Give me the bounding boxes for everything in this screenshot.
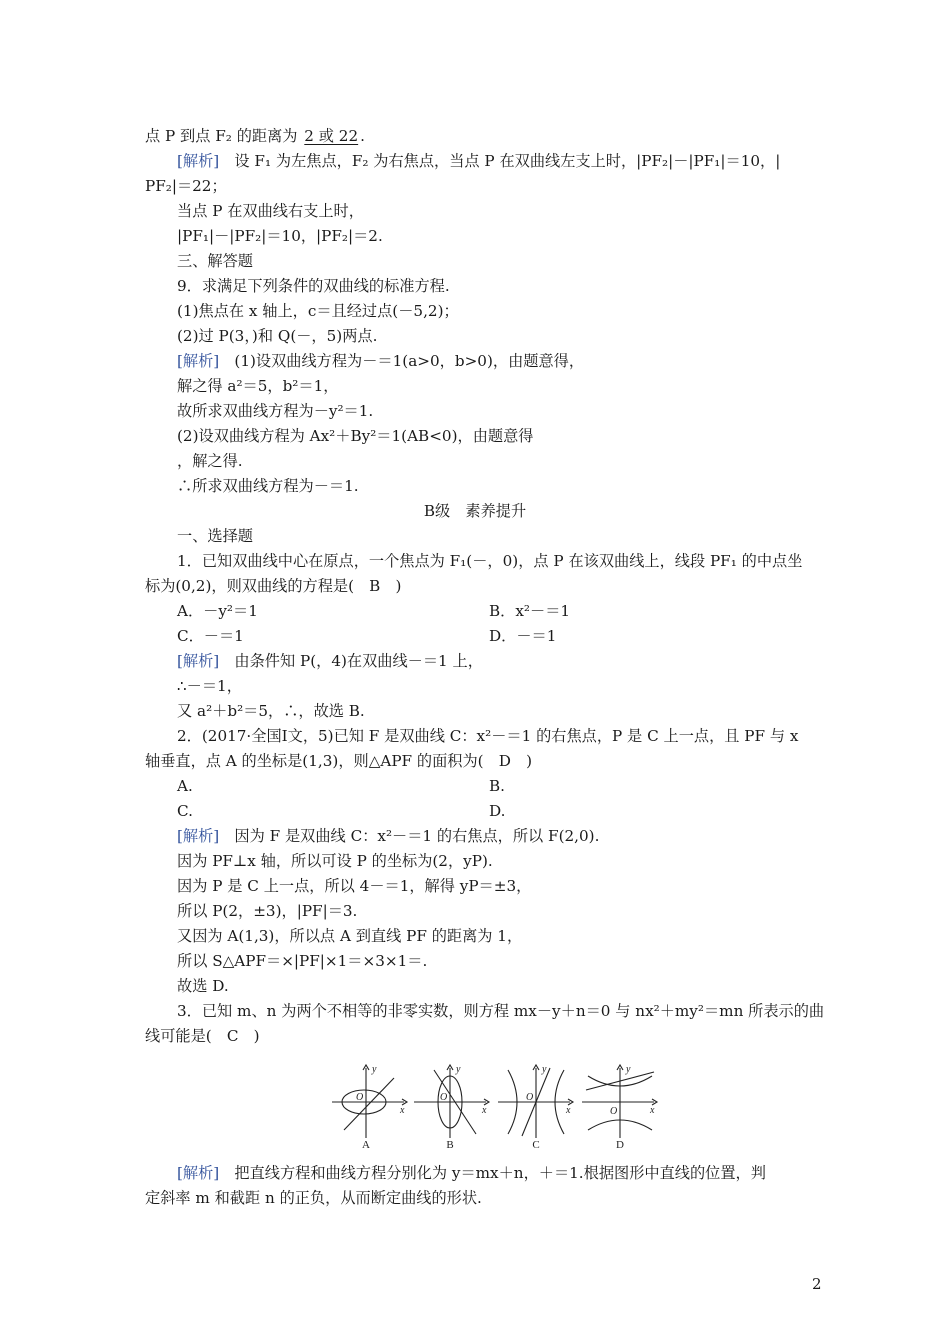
x-axis-label: x <box>650 1105 655 1116</box>
origin-label: O <box>610 1106 618 1117</box>
panel-label: C <box>532 1139 540 1151</box>
panel-d <box>582 1064 657 1151</box>
analysis-tag: [解析] <box>177 652 220 670</box>
question-text: 2．(2017·全国Ⅰ文，5)已知 F 是双曲线 C：x²－＝1 的右焦点，P 是 C 上一点，且 PF 与 x <box>177 727 799 745</box>
origin-label: O <box>440 1092 448 1103</box>
question-text: 标为(0,2)，则双曲线的方程是( B ) <box>145 577 402 595</box>
text-line: (2)设双曲线方程为 Ax²＋By²＝1(AB<0)，由题意得 <box>177 427 534 445</box>
option-d: D．－＝1 <box>489 627 557 645</box>
option-a: A．－y²＝1 <box>177 602 258 620</box>
option-a: A. <box>177 777 193 795</box>
text-line: [解析] (1)设双曲线方程为－＝1(a>0，b>0)，由题意得， <box>177 352 585 370</box>
question-text: 线可能是( C ) <box>145 1027 260 1045</box>
text-line: ∴所求双曲线方程为－＝1. <box>177 477 359 495</box>
panel-a <box>332 1064 407 1151</box>
text-line: 又 a²＋b²＝5，∴，故选 B. <box>177 702 365 720</box>
text-line: ，解之得. <box>177 452 243 470</box>
option-c: C．－＝1 <box>177 627 244 645</box>
text-line: [解析] 设 F₁ 为左焦点，F₂ 为右焦点，当点 P 在双曲线左支上时，|PF₂|－|PF₁|＝10，| <box>177 152 781 170</box>
text-line: (1)焦点在 x 轴上，c＝且经过点(－5,2)； <box>177 302 459 320</box>
analysis-tag: [解析] <box>177 827 220 845</box>
panel-label: B <box>446 1139 454 1151</box>
panel-label: D <box>616 1139 624 1151</box>
y-axis-label: y <box>456 1064 461 1075</box>
question-text: 9．求满足下列条件的双曲线的标准方程. <box>177 277 450 295</box>
text-line: 当点 P 在双曲线右支上时， <box>177 202 364 220</box>
text-line: ∴－＝1， <box>177 677 242 695</box>
text-line: 又因为 A(1,3)，所以点 A 到直线 PF 的距离为 1， <box>177 927 523 945</box>
panel-label: A <box>362 1139 370 1151</box>
panel-c <box>498 1064 573 1151</box>
section-heading: 一、选择题 <box>177 527 253 545</box>
text-line: 定斜率 m 和截距 n 的正负，从而断定曲线的形状. <box>145 1189 482 1207</box>
text-line: PF₂|＝22； <box>145 177 227 195</box>
question-text: 3．已知 m、n 为两个不相等的非零实数，则方程 mx－y＋n＝0 与 nx²＋my²＝mn 所表示的曲 <box>177 1002 825 1020</box>
curve-options-figure <box>330 1062 662 1152</box>
page-number: 2 <box>812 1275 822 1293</box>
analysis-tag: [解析] <box>177 352 220 370</box>
text-line: 因为 P 是 C 上一点，所以 4－＝1，解得 yP＝±3， <box>177 877 532 895</box>
text-line: 因为 PF⊥x 轴，所以可设 P 的坐标为(2，yP). <box>177 852 493 870</box>
text-line: 解之得 a²＝5，b²＝1， <box>177 377 339 395</box>
answer-blank: 2 或 22 <box>304 127 359 145</box>
y-axis-label: y <box>542 1064 547 1075</box>
origin-label: O <box>526 1092 534 1103</box>
x-axis-label: x <box>482 1105 487 1116</box>
analysis-tag: [解析] <box>177 152 220 170</box>
text-line: |PF₁|－|PF₂|＝10，|PF₂|＝2. <box>177 227 383 245</box>
text-line: [解析] 因为 F 是双曲线 C：x²－＝1 的右焦点，所以 F(2,0). <box>177 827 600 845</box>
text-line: 所以 P(2，±3)，|PF|＝3. <box>177 902 358 920</box>
question-text: 轴垂直，点 A 的坐标是(1,3)，则△APF 的面积为( D ) <box>145 752 533 770</box>
text-line: 故所求双曲线方程为－y²＝1. <box>177 402 374 420</box>
option-b: B．x²－＝1 <box>489 602 571 620</box>
origin-label: O <box>356 1092 364 1103</box>
option-c: C. <box>177 802 193 820</box>
option-d: D. <box>489 802 506 820</box>
text-line: 所以 S△APF＝×|PF|×1＝×3×1＝. <box>177 952 428 970</box>
analysis-tag: [解析] <box>177 1164 220 1182</box>
panel-b <box>414 1064 489 1151</box>
option-b: B. <box>489 777 505 795</box>
y-axis-label: y <box>626 1064 631 1075</box>
text-line: 点 P 到点 F₂ 的距离为 2 或 22 . <box>145 127 365 145</box>
text-line: [解析] 由条件知 P(，4)在双曲线－＝1 上， <box>177 652 483 670</box>
section-title: B级 素养提升 <box>423 502 527 520</box>
text-line: [解析] 把直线方程和曲线方程分别化为 y＝mx＋n，＋＝1.根据图形中直线的位置，判 <box>177 1164 766 1182</box>
y-axis-label: y <box>372 1064 377 1075</box>
text-line: 故选 D. <box>177 977 229 995</box>
x-axis-label: x <box>400 1105 405 1116</box>
question-text: 1．已知双曲线中心在原点，一个焦点为 F₁(－，0)，点 P 在该双曲线上，线段 PF₁ 的中点坐 <box>177 552 803 570</box>
section-heading: 三、解答题 <box>177 252 253 270</box>
x-axis-label: x <box>566 1105 571 1116</box>
text-line: (2)过 P(3，)和 Q(－，5)两点. <box>177 327 378 345</box>
